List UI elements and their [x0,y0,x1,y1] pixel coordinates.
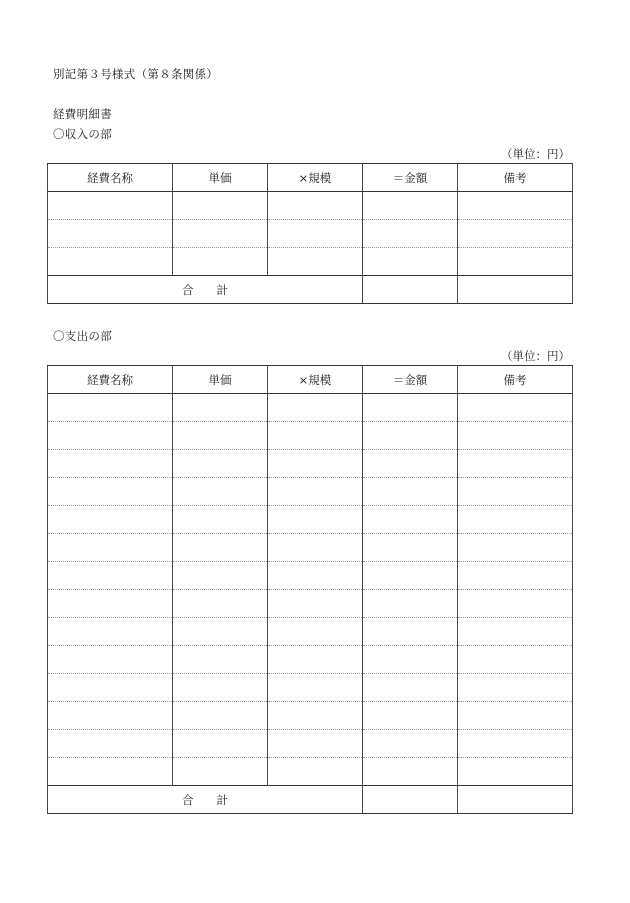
expense-cell-amount[interactable] [363,394,458,422]
expense-cell-scale[interactable] [268,730,363,758]
table-row [48,646,573,674]
expense-header-row [48,366,573,394]
expense-cell-unit-price[interactable] [173,590,268,618]
income-cell-note[interactable] [458,192,573,220]
expense-cell-unit-price[interactable] [173,422,268,450]
expense-cell-scale[interactable] [268,506,363,534]
expense-cell-amount[interactable] [363,450,458,478]
expense-cell-note[interactable] [458,618,573,646]
expense-cell-scale[interactable] [268,422,363,450]
expense-cell-amount[interactable] [363,478,458,506]
expense-cell-item-name[interactable] [48,618,173,646]
expense-cell-amount[interactable] [363,590,458,618]
expense-cell-unit-price[interactable] [173,618,268,646]
income-col-unit-price-header: 単価 [173,164,268,192]
expense-cell-note[interactable] [458,534,573,562]
expense-cell-amount[interactable] [363,758,458,786]
income-col-scale-header: ×規模 [268,164,363,192]
table-row [48,220,573,248]
income-cell-amount[interactable] [363,220,458,248]
expense-cell-note[interactable] [458,730,573,758]
expense-cell-unit-price[interactable] [173,534,268,562]
table-row [48,248,573,276]
expense-col-scale-header: ×規模 [268,366,363,394]
income-total-note[interactable] [458,276,573,304]
expense-col-amount-header: ＝金額 [363,366,458,394]
expense-cell-note[interactable] [458,702,573,730]
income-total-amount[interactable] [363,276,458,304]
expense-table [47,365,573,814]
expense-cell-note[interactable] [458,478,573,506]
table-row [48,674,573,702]
expense-cell-amount[interactable] [363,618,458,646]
expense-cell-note[interactable] [458,422,573,450]
income-cell-note[interactable] [458,248,573,276]
expense-total-note[interactable] [458,786,573,814]
expense-cell-scale[interactable] [268,534,363,562]
income-cell-scale[interactable] [268,248,363,276]
expense-cell-scale[interactable] [268,450,363,478]
expense-cell-item-name[interactable] [48,478,173,506]
expense-cell-unit-price[interactable] [173,506,268,534]
expense-cell-amount[interactable] [363,702,458,730]
expense-unit-label: （単位：円） [501,349,570,363]
expense-cell-amount[interactable] [363,422,458,450]
table-row [48,394,573,422]
expense-col-unit-price-header: 単価 [173,366,268,394]
expense-total-amount[interactable] [363,786,458,814]
expense-cell-item-name[interactable] [48,394,173,422]
income-header-row [48,164,573,192]
income-cell-amount[interactable] [363,248,458,276]
document-title: 経費明細書 [53,107,112,121]
expense-total-label: 合 計 [48,786,363,814]
table-row [48,562,573,590]
expense-cell-unit-price[interactable] [173,730,268,758]
expense-cell-scale[interactable] [268,618,363,646]
form-reference: 別記第３号様式（第８条関係） [53,67,219,81]
expense-cell-amount[interactable] [363,646,458,674]
expense-cell-note[interactable] [458,394,573,422]
expense-cell-note[interactable] [458,562,573,590]
table-row [48,478,573,506]
income-unit-label: （単位：円） [501,147,570,161]
income-cell-unit-price[interactable] [173,248,268,276]
expense-cell-amount[interactable] [363,534,458,562]
expense-cell-unit-price[interactable] [173,674,268,702]
expense-cell-unit-price[interactable] [173,394,268,422]
income-cell-unit-price[interactable] [173,192,268,220]
table-row [48,192,573,220]
income-col-item-name-header: 経費名称 [48,164,173,192]
income-cell-unit-price[interactable] [173,220,268,248]
expense-cell-scale[interactable] [268,394,363,422]
expense-cell-item-name[interactable] [48,702,173,730]
expense-cell-note[interactable] [458,590,573,618]
expense-cell-scale[interactable] [268,674,363,702]
expense-cell-item-name[interactable] [48,450,173,478]
expense-cell-amount[interactable] [363,674,458,702]
expense-cell-scale[interactable] [268,758,363,786]
expense-cell-note[interactable] [458,506,573,534]
expense-cell-note[interactable] [458,758,573,786]
income-cell-amount[interactable] [363,192,458,220]
expense-cell-scale[interactable] [268,590,363,618]
expense-col-item-name-header: 経費名称 [48,366,173,394]
expense-total-row [48,786,573,814]
expense-cell-amount[interactable] [363,730,458,758]
expense-cell-item-name[interactable] [48,562,173,590]
income-cell-scale[interactable] [268,220,363,248]
table-row [48,422,573,450]
table-row [48,730,573,758]
expense-cell-note[interactable] [458,450,573,478]
expense-cell-note[interactable] [458,646,573,674]
income-col-note-header: 備考 [458,164,573,192]
income-table [47,163,573,304]
expense-cell-item-name[interactable] [48,646,173,674]
expense-cell-item-name[interactable] [48,534,173,562]
expense-cell-scale[interactable] [268,478,363,506]
table-row [48,702,573,730]
expense-cell-item-name[interactable] [48,590,173,618]
income-cell-item-name[interactable] [48,220,173,248]
expense-cell-item-name[interactable] [48,506,173,534]
expense-cell-unit-price[interactable] [173,450,268,478]
expense-cell-note[interactable] [458,674,573,702]
expense-cell-unit-price[interactable] [173,646,268,674]
income-cell-item-name[interactable] [48,248,173,276]
income-col-amount-header: ＝金額 [363,164,458,192]
table-row [48,758,573,786]
expense-cell-scale[interactable] [268,646,363,674]
income-cell-note[interactable] [458,220,573,248]
expense-cell-unit-price[interactable] [173,478,268,506]
income-total-label: 合 計 [48,276,363,304]
expense-cell-unit-price[interactable] [173,758,268,786]
income-total-row [48,276,573,304]
income-cell-scale[interactable] [268,192,363,220]
income-cell-item-name[interactable] [48,192,173,220]
table-row [48,450,573,478]
expense-cell-item-name[interactable] [48,422,173,450]
table-row [48,618,573,646]
expense-col-note-header: 備考 [458,366,573,394]
table-row [48,534,573,562]
expense-cell-amount[interactable] [363,506,458,534]
expense-cell-scale[interactable] [268,702,363,730]
expense-cell-item-name[interactable] [48,674,173,702]
expense-cell-scale[interactable] [268,562,363,590]
income-section-label: 〇収入の部 [53,127,112,141]
expense-cell-item-name[interactable] [48,730,173,758]
expense-cell-item-name[interactable] [48,758,173,786]
expense-cell-unit-price[interactable] [173,702,268,730]
table-row [48,506,573,534]
expense-cell-amount[interactable] [363,562,458,590]
table-row [48,590,573,618]
expense-section-label: 〇支出の部 [53,329,112,343]
expense-cell-unit-price[interactable] [173,562,268,590]
